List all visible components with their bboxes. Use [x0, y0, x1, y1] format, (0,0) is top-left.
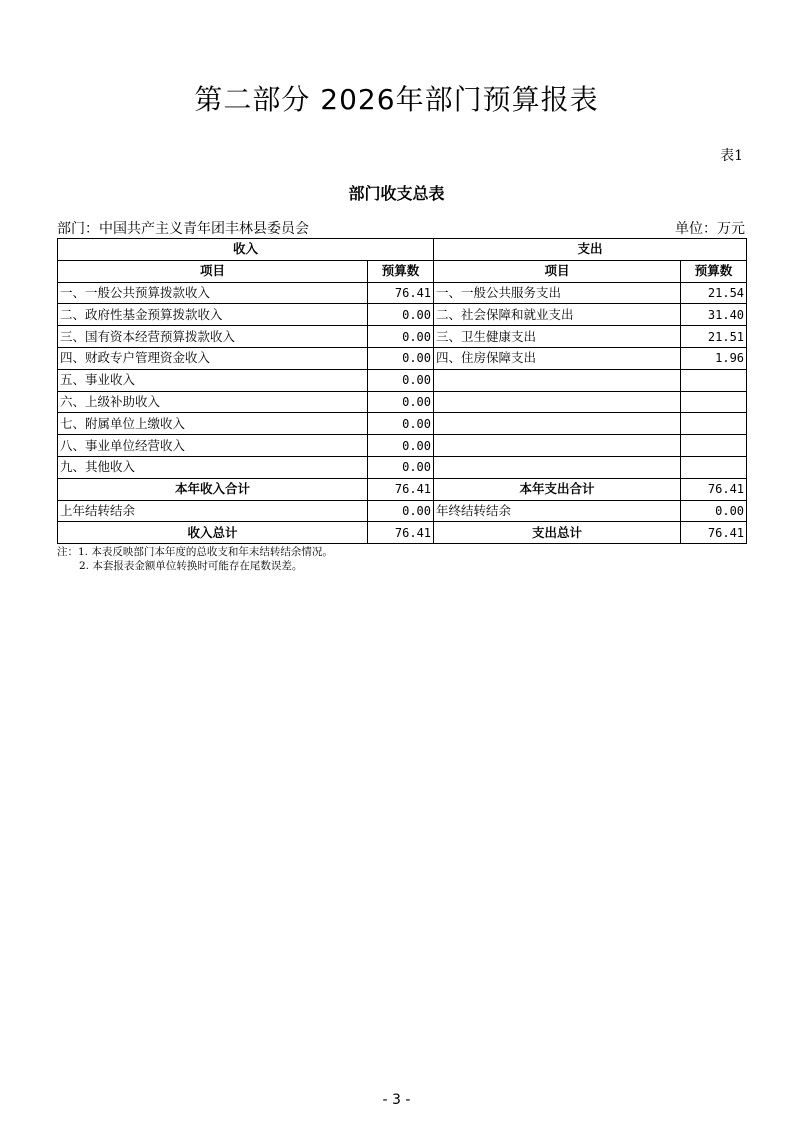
income-label: 九、其他收入	[58, 456, 368, 478]
expense-label	[434, 435, 681, 457]
income-item-header: 项目	[58, 260, 368, 282]
expense-header: 支出	[434, 239, 747, 261]
income-value: 0.00	[368, 304, 434, 326]
expense-label: 四、住房保障支出	[434, 347, 681, 369]
income-label: 八、事业单位经营收入	[58, 435, 368, 457]
expense-total-label: 支出总计	[434, 522, 681, 544]
income-value: 76.41	[368, 282, 434, 304]
expense-carryover-value: 0.00	[681, 500, 747, 522]
table-row	[58, 456, 747, 478]
table-row	[58, 326, 747, 348]
table-row	[58, 435, 747, 457]
expense-subtotal-label: 本年支出合计	[434, 478, 681, 500]
income-label: 一、一般公共预算拨款收入	[58, 282, 368, 304]
expense-label: 一、一般公共服务支出	[434, 282, 681, 304]
table-row	[58, 304, 747, 326]
income-value: 0.00	[368, 413, 434, 435]
expense-total-value: 76.41	[681, 522, 747, 544]
income-label: 二、政府性基金预算拨款收入	[58, 304, 368, 326]
income-total-label: 收入总计	[58, 522, 368, 544]
expense-label	[434, 369, 681, 391]
table-section-header-row	[58, 239, 747, 261]
expense-carryover-label: 年终结转结余	[434, 500, 681, 522]
table-row	[58, 282, 747, 304]
expense-value: 31.40	[681, 304, 747, 326]
budget-table	[57, 238, 747, 544]
expense-label: 二、社会保障和就业支出	[434, 304, 681, 326]
carryover-row	[58, 500, 747, 522]
note-line-1: 注：1. 本表反映部门本年度的总收支和年末结转结余情况。	[57, 546, 333, 558]
expense-value	[681, 435, 747, 457]
income-label: 三、国有资本经营预算拨款收入	[58, 326, 368, 348]
table-row	[58, 369, 747, 391]
page-number: - 3 -	[382, 1092, 411, 1108]
expense-label	[434, 413, 681, 435]
expense-value	[681, 369, 747, 391]
unit-label: 单位：万元	[675, 221, 745, 237]
expense-value	[681, 456, 747, 478]
note-line-2: 2. 本套报表金额单位转换时可能存在尾数误差。	[79, 560, 303, 572]
income-total-value: 76.41	[368, 522, 434, 544]
income-value: 0.00	[368, 391, 434, 413]
expense-label	[434, 456, 681, 478]
subtotal-row	[58, 478, 747, 500]
table-number: 表1	[720, 148, 743, 164]
income-carryover-value: 0.00	[368, 500, 434, 522]
income-value: 0.00	[368, 347, 434, 369]
income-header: 收入	[58, 239, 434, 261]
table-row	[58, 391, 747, 413]
income-value: 0.00	[368, 435, 434, 457]
expense-value: 21.51	[681, 326, 747, 348]
income-label: 四、财政专户管理资金收入	[58, 347, 368, 369]
expense-label: 三、卫生健康支出	[434, 326, 681, 348]
expense-value	[681, 413, 747, 435]
table-row	[58, 347, 747, 369]
expense-value: 1.96	[681, 347, 747, 369]
income-value: 0.00	[368, 456, 434, 478]
income-subtotal-value: 76.41	[368, 478, 434, 500]
income-label: 七、附属单位上缴收入	[58, 413, 368, 435]
income-carryover-label: 上年结转结余	[58, 500, 368, 522]
expense-label	[434, 391, 681, 413]
income-budget-header: 预算数	[368, 260, 434, 282]
expense-value	[681, 391, 747, 413]
income-label: 五、事业收入	[58, 369, 368, 391]
expense-value: 21.54	[681, 282, 747, 304]
table-column-header-row	[58, 260, 747, 282]
expense-subtotal-value: 76.41	[681, 478, 747, 500]
department-label: 部门：中国共产主义青年团丰林县委员会	[57, 221, 309, 237]
total-row	[58, 522, 747, 544]
income-subtotal-label: 本年收入合计	[58, 478, 368, 500]
table-row	[58, 413, 747, 435]
income-label: 六、上级补助收入	[58, 391, 368, 413]
income-value: 0.00	[368, 326, 434, 348]
table-title: 部门收支总表	[348, 184, 445, 203]
page-title: 第二部分 2026年部门预算报表	[194, 83, 599, 116]
expense-budget-header: 预算数	[681, 260, 747, 282]
table-notes	[57, 545, 333, 573]
expense-item-header: 项目	[434, 260, 681, 282]
income-value: 0.00	[368, 369, 434, 391]
